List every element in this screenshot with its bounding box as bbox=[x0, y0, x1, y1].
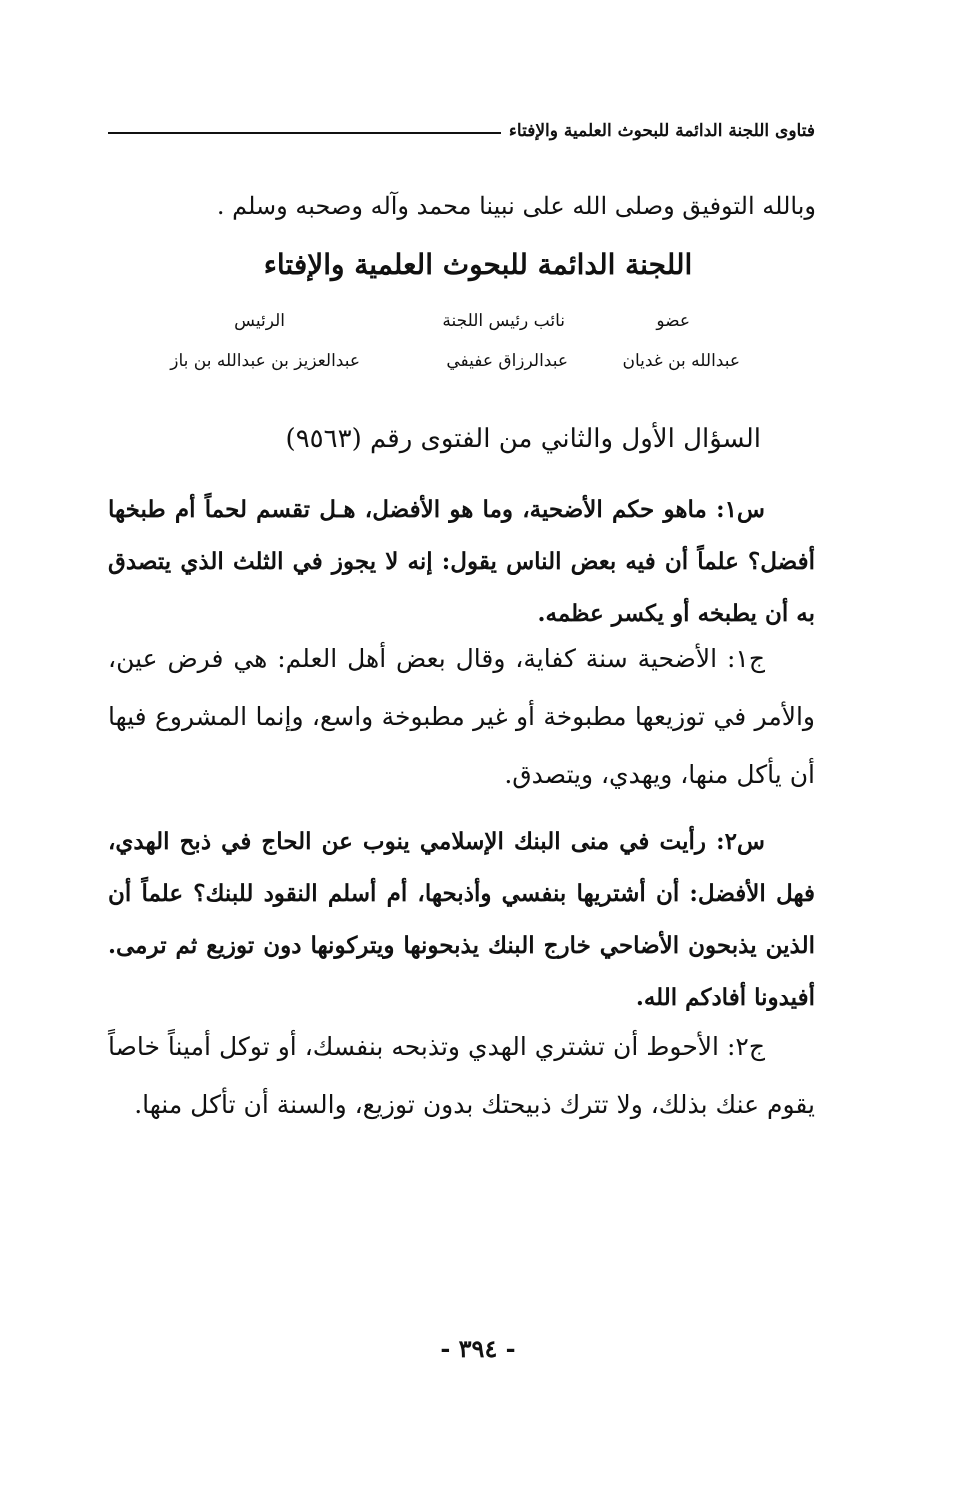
question-2 bbox=[108, 816, 815, 1024]
answer-1 bbox=[108, 630, 815, 804]
member-name: عبدالله بن غديان bbox=[622, 351, 740, 371]
member-role: عضو bbox=[656, 311, 690, 331]
vice-chair-role: نائب رئيس اللجنة bbox=[442, 311, 565, 331]
header-rule bbox=[108, 132, 501, 134]
running-header bbox=[108, 118, 815, 144]
vice-chair-name: عبدالرزاق عفيفي bbox=[446, 351, 568, 371]
question-1-text: س١: ماهو حكم الأضحية، وما هو الأفضل، هـل تقسم لحماً أم طبخها أفضل؟ علماً أن فيه بعض الناس يقول: إنه لا يجوز في الثلث الذي يتصدق به أن يطبخه أو يكسر عظمه. bbox=[108, 496, 815, 627]
closing-formula: وبالله التوفيق وصلى الله على نبينا محمد وآله وصحبه وسلم . bbox=[216, 192, 816, 220]
chair-name: عبدالعزيز بن عبدالله بن باز bbox=[170, 351, 360, 371]
answer-2-text: ج٢: الأحوط أن تشتري الهدي وتذبحه بنفسك، أو توكل أميناً خاصاً يقوم عنك بذلك، ولا تترك ذبيحتك بدون توزيع، والسنة أن تأكل منها. bbox=[108, 1032, 815, 1119]
committee-title: اللجنة الدائمة للبحوث العلمية والإفتاء bbox=[263, 248, 693, 281]
page-number: - ٣٩٤ - bbox=[440, 1334, 516, 1363]
running-header-title: فتاوى اللجنة الدائمة للبحوث العلمية والإفتاء bbox=[508, 121, 815, 141]
fatwa-section-title: السؤال الأول والثاني من الفتوى رقم (٩٥٦٣) bbox=[285, 424, 761, 454]
chair-role: الرئيس bbox=[234, 311, 285, 331]
question-2-text: س٢: رأيت في منى البنك الإسلامي ينوب عن الحاج في ذبح الهدي، فهل الأفضل: أن أشتريها بنفسي وأذبحها، أم أسلم النقود للبنك؟ علماً أن الذين يذبحون الأضاحي خارج البنك يذبحونها ويتركونها دون توزيع ثم ترمى. أفيدونا أفادكم الله. bbox=[108, 828, 815, 1011]
question-1 bbox=[108, 484, 815, 640]
answer-1-text: ج١: الأضحية سنة كفاية، وقال بعض أهل العلم: هي فرض عين، والأمر في توزيعها مطبوخة أو غير مطبوخة واسع، وإنما المشروع فيها أن يأكل منها، ويهدي، ويتصدق. bbox=[108, 644, 815, 789]
answer-2 bbox=[108, 1018, 815, 1134]
